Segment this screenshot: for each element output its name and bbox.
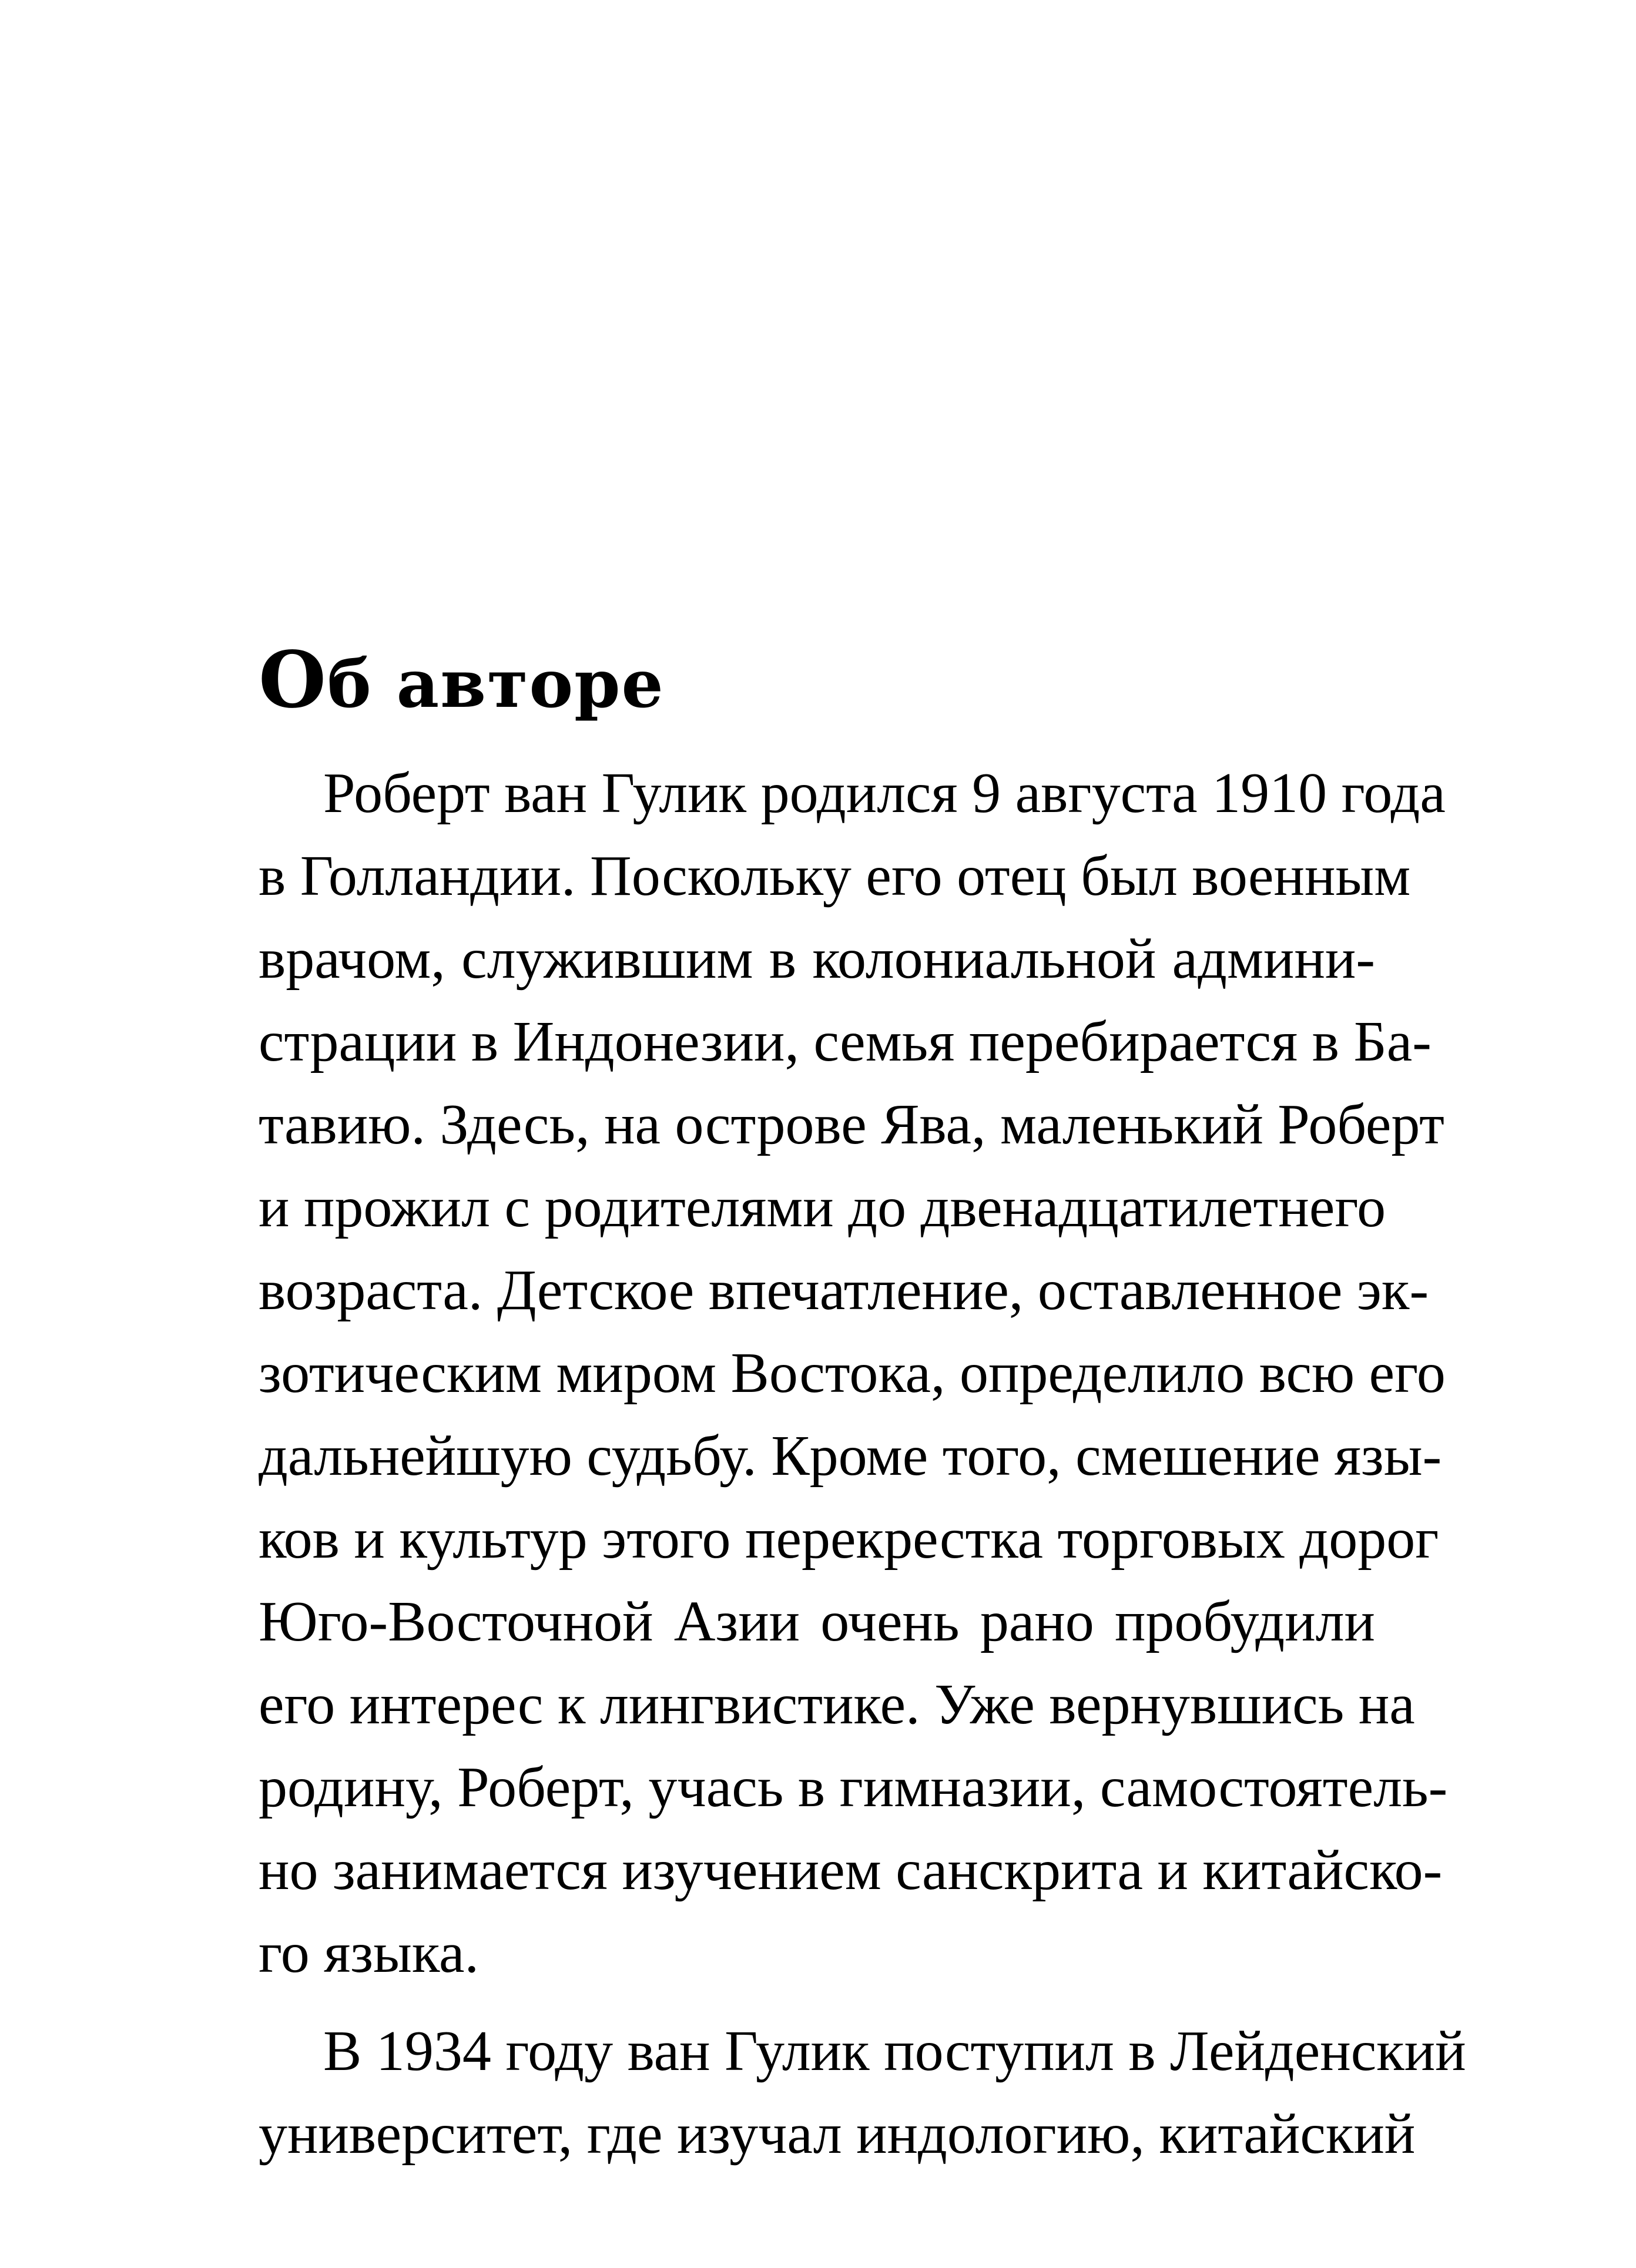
- text-line: университет, где изучал индологию, китайский: [259, 2102, 1416, 2166]
- text-line: страции в Индонезии, семья перебирается в Ба-: [259, 1010, 1432, 1073]
- text-line: врачом, служившим в колониальной админи-: [259, 927, 1375, 991]
- text-line: но занимается изучением санскрита и китайско-: [259, 1838, 1443, 1902]
- text-line: родину, Роберт, учась в гимназии, самостоятель-: [259, 1756, 1448, 1819]
- text-line: Роберт ван Гулик родился 9 августа 1910 года: [323, 761, 1446, 825]
- page-title: [259, 635, 665, 726]
- text-line: ков и культур этого перекрестка торговых дорог: [259, 1507, 1439, 1571]
- text-line: тавию. Здесь, на острове Ява, маленький Роберт: [259, 1093, 1444, 1156]
- title-initial: О: [259, 635, 327, 726]
- paragraph-1: [259, 752, 1448, 1995]
- text-line: Юго-Восточной Азии очень рано пробудили: [259, 1590, 1375, 1653]
- title-rest: б авторе: [327, 646, 665, 723]
- text-line: и прожил с родителями до двенадцатилетнего: [259, 1176, 1386, 1239]
- text-line: его интерес к лингвистике. Уже вернувшись на: [259, 1673, 1415, 1736]
- paragraph-spacer: [259, 1995, 1375, 2010]
- text-line: возраста. Детское впечатление, оставленное эк-: [259, 1259, 1429, 1322]
- text-line: в Голландии. Поскольку его отец был военным: [259, 844, 1411, 908]
- text-line: зотическим миром Востока, определило всю его: [259, 1341, 1446, 1405]
- body-text: [259, 752, 1466, 2176]
- text-line: го языка.: [259, 1921, 480, 1985]
- paragraph-2: [259, 2010, 1466, 2176]
- text-line: В 1934 году ван Гулик поступил в Лейденский: [323, 2019, 1466, 2083]
- text-line: дальнейшую судьбу. Кроме того, смешение язы-: [259, 1424, 1442, 1488]
